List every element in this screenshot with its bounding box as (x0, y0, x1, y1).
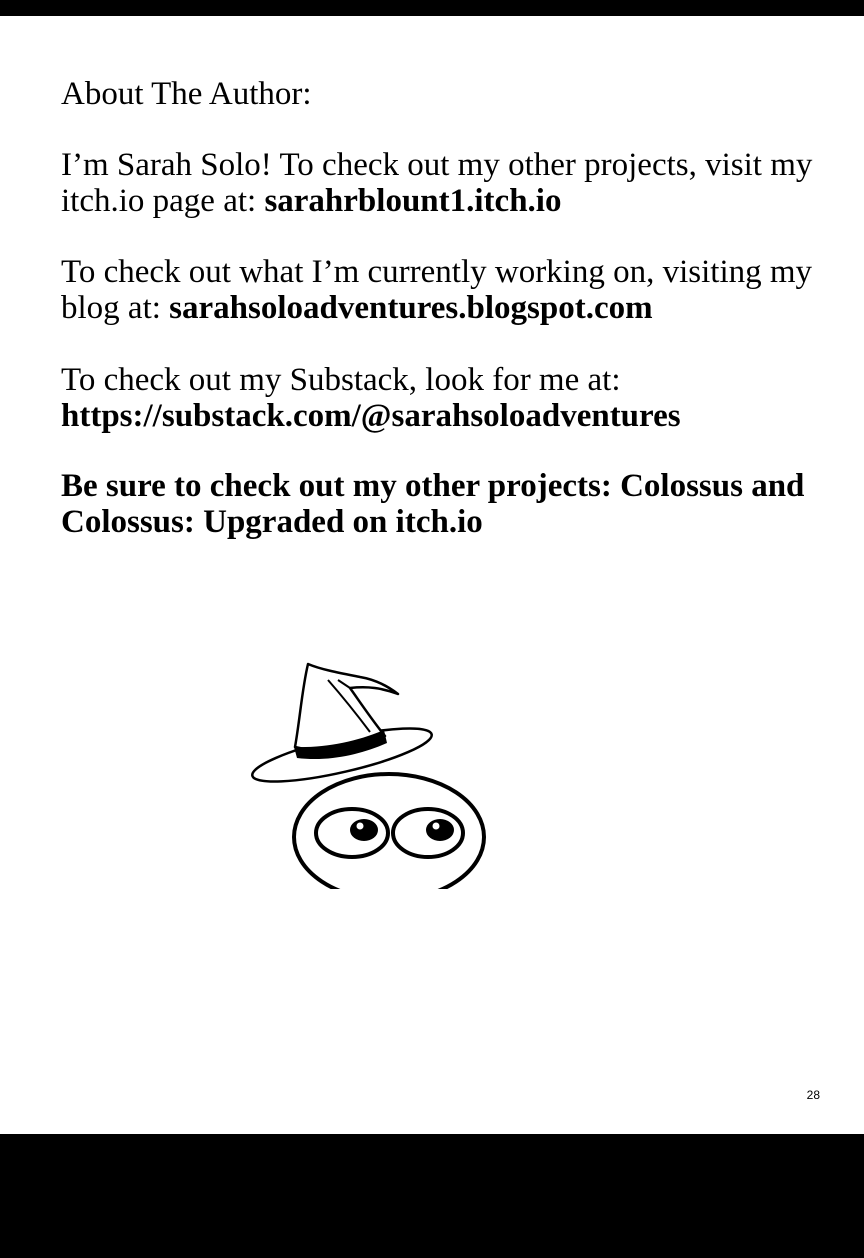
bottom-letterbox-area (0, 1134, 864, 1258)
intro-text: I’m Sarah Solo! To check out my other projects, visit my itch.io page at: (61, 147, 813, 219)
substack-link[interactable]: https://substack.com/@sarahsoloadventures (61, 398, 681, 434)
wizard-mascot-icon (250, 644, 500, 889)
intro-paragraph (61, 147, 821, 219)
blog-link[interactable]: sarahsoloadventures.blogspot.com (169, 290, 653, 326)
top-letterbox-bar (0, 0, 864, 16)
document-page (0, 16, 864, 1134)
right-eye-glint (433, 823, 440, 830)
blog-text: To check out what I’m currently working on, visiting my blog at: (61, 254, 813, 326)
about-author-heading: About The Author: (61, 76, 312, 112)
substack-text: To check out my Substack, look for me at: (61, 362, 621, 398)
right-pupil-shape (426, 819, 454, 841)
itch-io-link[interactable]: sarahrblount1.itch.io (264, 183, 562, 219)
other-projects-paragraph: Be sure to check out my other projects: Colossus and Colossus: Upgraded on itch.io (61, 468, 805, 540)
page-number: 28 (806, 1088, 820, 1102)
left-pupil-shape (350, 819, 378, 841)
left-eye-glint (357, 823, 364, 830)
substack-paragraph (61, 362, 821, 434)
blog-paragraph (61, 254, 821, 326)
